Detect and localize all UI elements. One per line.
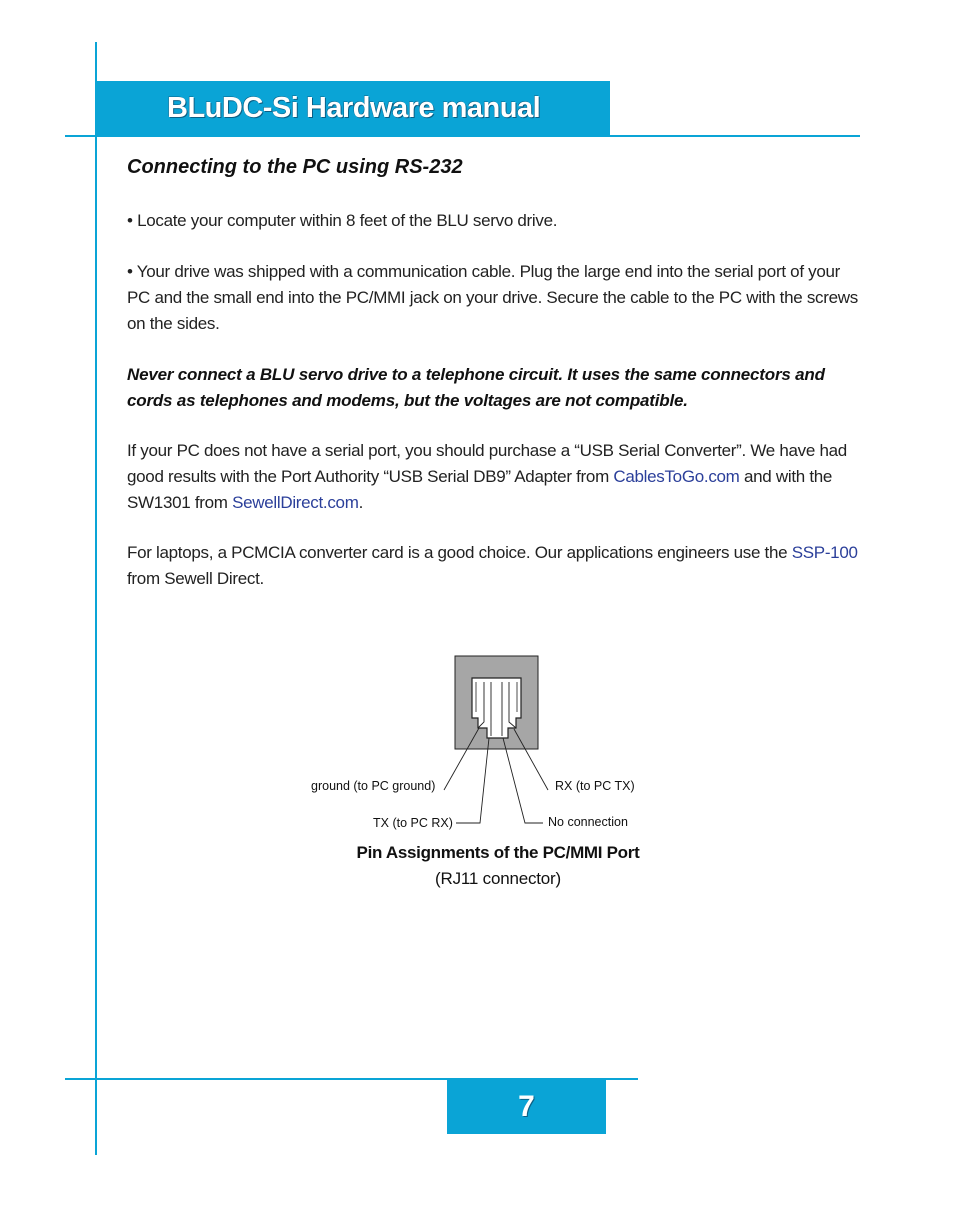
usb-text-3: . <box>358 493 364 512</box>
tx-leader-line <box>456 738 489 823</box>
header-title-bar <box>97 81 610 135</box>
sewelldirect-link[interactable]: SewellDirect.com <box>232 493 359 512</box>
pin-label-no-connection: No connection <box>548 815 628 829</box>
laptop-text-1: For laptops, a PCMCIA converter card is a good choice. Our applications engineers use the <box>127 543 792 562</box>
pin-label-rx: RX (to PC TX) <box>555 779 635 793</box>
page-number: 7 <box>518 1090 535 1123</box>
pin-label-tx: TX (to PC RX) <box>373 816 453 830</box>
diagram-subcaption: (RJ11 connector) <box>435 869 561 888</box>
pin-label-ground: ground (to PC ground) <box>311 779 436 793</box>
ssp-100-link[interactable]: SSP-100 <box>791 543 858 562</box>
warning-paragraph: Never connect a BLU servo drive to a telephone circuit. It uses the same connectors and cords as telephones and modems, but the voltages are not compatible. <box>127 365 825 410</box>
paragraph-usb-converter <box>127 438 862 516</box>
rj11-pin-diagram <box>300 650 660 840</box>
paragraph-cable: • Your drive was shipped with a communication cable. Plug the large end into the serial port of your PC and the small end into the PC/MMI jack on your drive. Secure the cable to the PC with the screws on the sides. <box>127 262 858 333</box>
usb-text-2: and with the SW1301 from <box>127 467 833 512</box>
left-vertical-rule <box>95 42 97 1155</box>
laptop-text-2: from Sewell Direct. <box>127 569 264 588</box>
nc-leader-line <box>503 738 543 823</box>
top-horizontal-rule <box>65 135 860 137</box>
paragraph-laptops <box>127 540 862 592</box>
cablestogo-link[interactable]: CablesToGo.com <box>613 467 740 486</box>
section-heading: Connecting to the PC using RS-232 <box>127 156 463 178</box>
page-number-box <box>447 1080 606 1134</box>
page-title: BLuDC-Si Hardware manual <box>167 91 541 124</box>
paragraph-locate: • Locate your computer within 8 feet of the BLU servo drive. <box>127 211 558 230</box>
usb-text-1: If your PC does not have a serial port, you should purchase a “USB Serial Converter”. We have had good results with the Port Authority “USB Serial DB9” Adapter from <box>127 441 847 486</box>
diagram-caption: Pin Assignments of the PC/MMI Port <box>356 843 640 862</box>
